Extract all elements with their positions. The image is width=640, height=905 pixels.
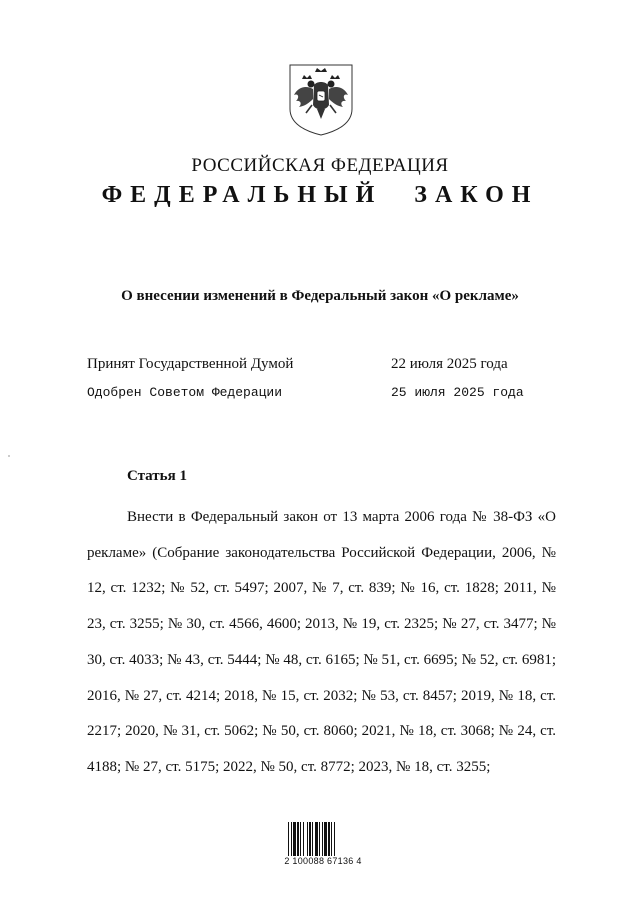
article-text: Внести в Федеральный закон от 13 марта 2006 года № 38-ФЗ «О рекламе» (Собрание законодательства Российской Федерации, 2006, № 12, ст. 1232; № 52, ст. 5497; 2007, № 7, ст. 839; № 16, ст. 1828; 2011, № 23, ст. 3255; № 30, ст. 4566, 4600; 2013, № 19, ст. 2325; № 27, ст. 3477; № 30, ст. 4033; № 43, ст. 5444; № 48, ст. 6165; № 51, ст. 6695; № 52, ст. 6981; 2016, № 27, ст. 4214; 2018, № 15, ст. 2032; № 53, ст. 8457; 2019, № 18, ст. 2217; 2020, № 31, ст. 5062; № 50, ст. 8060; 2021, № 18, ст. 3068; № 24, ст. 4188; № 27, ст. 5175; 2022, № 50, ст. 8772; 2023, № 18, ст. 3255; xyxy=(87,509,556,775)
country-name: РОССИЙСКАЯ ФЕДЕРАЦИЯ xyxy=(191,155,449,176)
law-title: О внесении изменений в Федеральный закон «О рекламе» xyxy=(121,288,519,304)
adoption-label: Принят Государственной Думой xyxy=(87,356,294,372)
scan-speck xyxy=(8,455,10,457)
adoption-label: Одобрен Советом Федерации xyxy=(87,385,283,400)
article-heading: Статья 1 xyxy=(127,468,187,484)
adoption-date: 25 июля 2025 года xyxy=(391,385,524,400)
document-type: ФЕДЕРАЛЬНЫЙ ЗАКОН xyxy=(101,182,539,208)
barcode-number: 2 100088 67136 4 xyxy=(284,856,362,866)
barcode-icon xyxy=(287,822,357,860)
adoption-date: 22 июля 2025 года xyxy=(391,356,508,372)
coat-of-arms-icon xyxy=(288,63,354,137)
